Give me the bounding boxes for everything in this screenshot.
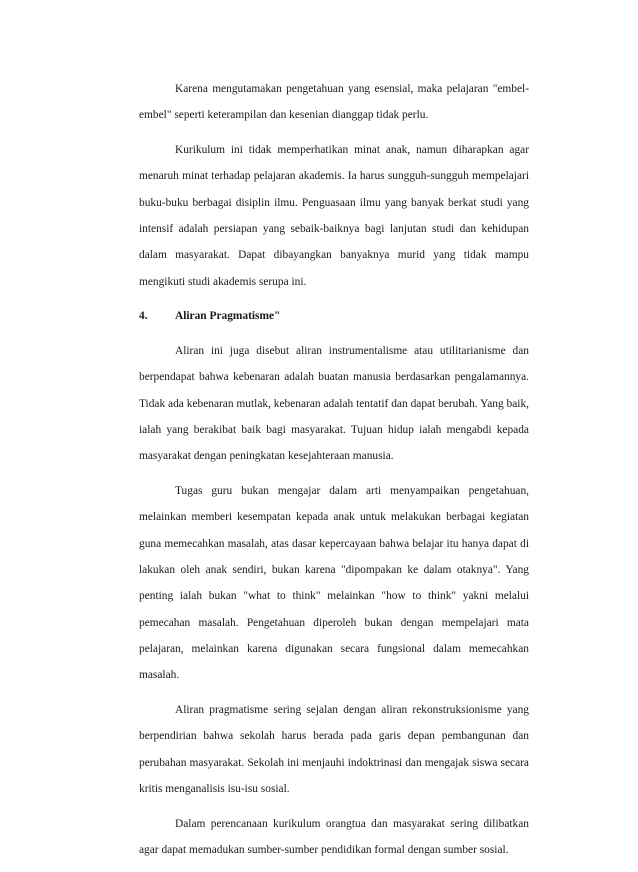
paragraph-pragmatism-definition: Aliran ini juga disebut aliran instrumentalisme atau utilitarianisme dan berpendapat bahwa kebenaran adalah buatan manusia berdasarkan pengalamannya. Tidak ada kebenaran mutlak, kebenaran adalah tentatif dan dapat berubah. Yang baik, ialah yang berakibat baik bagi masyarakat. Tujuan hidup ialah mengabdi kepada masyarakat dengan peningkatan kesejahteraan manusia. <box>139 345 529 463</box>
paragraph-reconstructionism: Aliran pragmatisme sering sejalan dengan aliran rekonstruksionisme yang berpendirian bahwa sekolah harus berada pada garis depan pembangunan dan perubahan masyarakat. Sekolah ini menjauhi indoktrinasi dan mengajak siswa secara kritis menganalisis isu-isu sosial. <box>139 704 529 795</box>
paragraph-essentialism-curriculum: Kurikulum ini tidak memperhatikan minat anak, namun diharapkan agar menaruh minat terhadap pelajaran akademis. Ia harus sungguh-sungguh mempelajari buku-buku berbagai disiplin ilmu. Penguasaan ilmu yang banyak berkat studi yang intensif adalah persiapan yang sebaik-baiknya bagi lanjutan studi dan kehidupan dalam masyarakat. Dapat dibayangkan banyaknya murid yang tidak mampu mengikuti studi akademis serupa ini. <box>139 144 529 288</box>
section-number: 4. <box>139 310 148 323</box>
section-title: Aliran Pragmatisme" <box>175 310 281 323</box>
paragraph-teacher-role: Tugas guru bukan mengajar dalam arti menyampaikan pengetahuan, melainkan memberi kesempatan kepada anak untuk melakukan berbagai kegiatan guna memecahkan masalah, atas dasar kepercayaan bahwa belajar itu hanya dapat di lakukan oleh anak sendiri, bukan karena "dipompakan ke dalam otaknya". Yang penting ialah bukan "what to think" melainkan "how to think" yakni melalui pemecahan masalah. Pengetahuan diperoleh bukan dengan mempelajari mata pelajaran, melainkan karena digunakan secara fungsional dalam memecahkan masalah. <box>139 485 529 682</box>
section-heading <box>139 303 529 329</box>
paragraph-curriculum-planning: Dalam perencanaan kurikulum orangtua dan masyarakat sering dilibatkan agar dapat memadukan sumber-sumber pendidikan formal dengan sumber sosial. <box>139 817 529 857</box>
document-page <box>139 76 529 872</box>
paragraph-essentialism-subjects: Karena mengutamakan pengetahuan yang esensial, maka pelajaran "embel-embel" seperti keterampilan dan kesenian dianggap tidak perlu. <box>139 83 529 122</box>
